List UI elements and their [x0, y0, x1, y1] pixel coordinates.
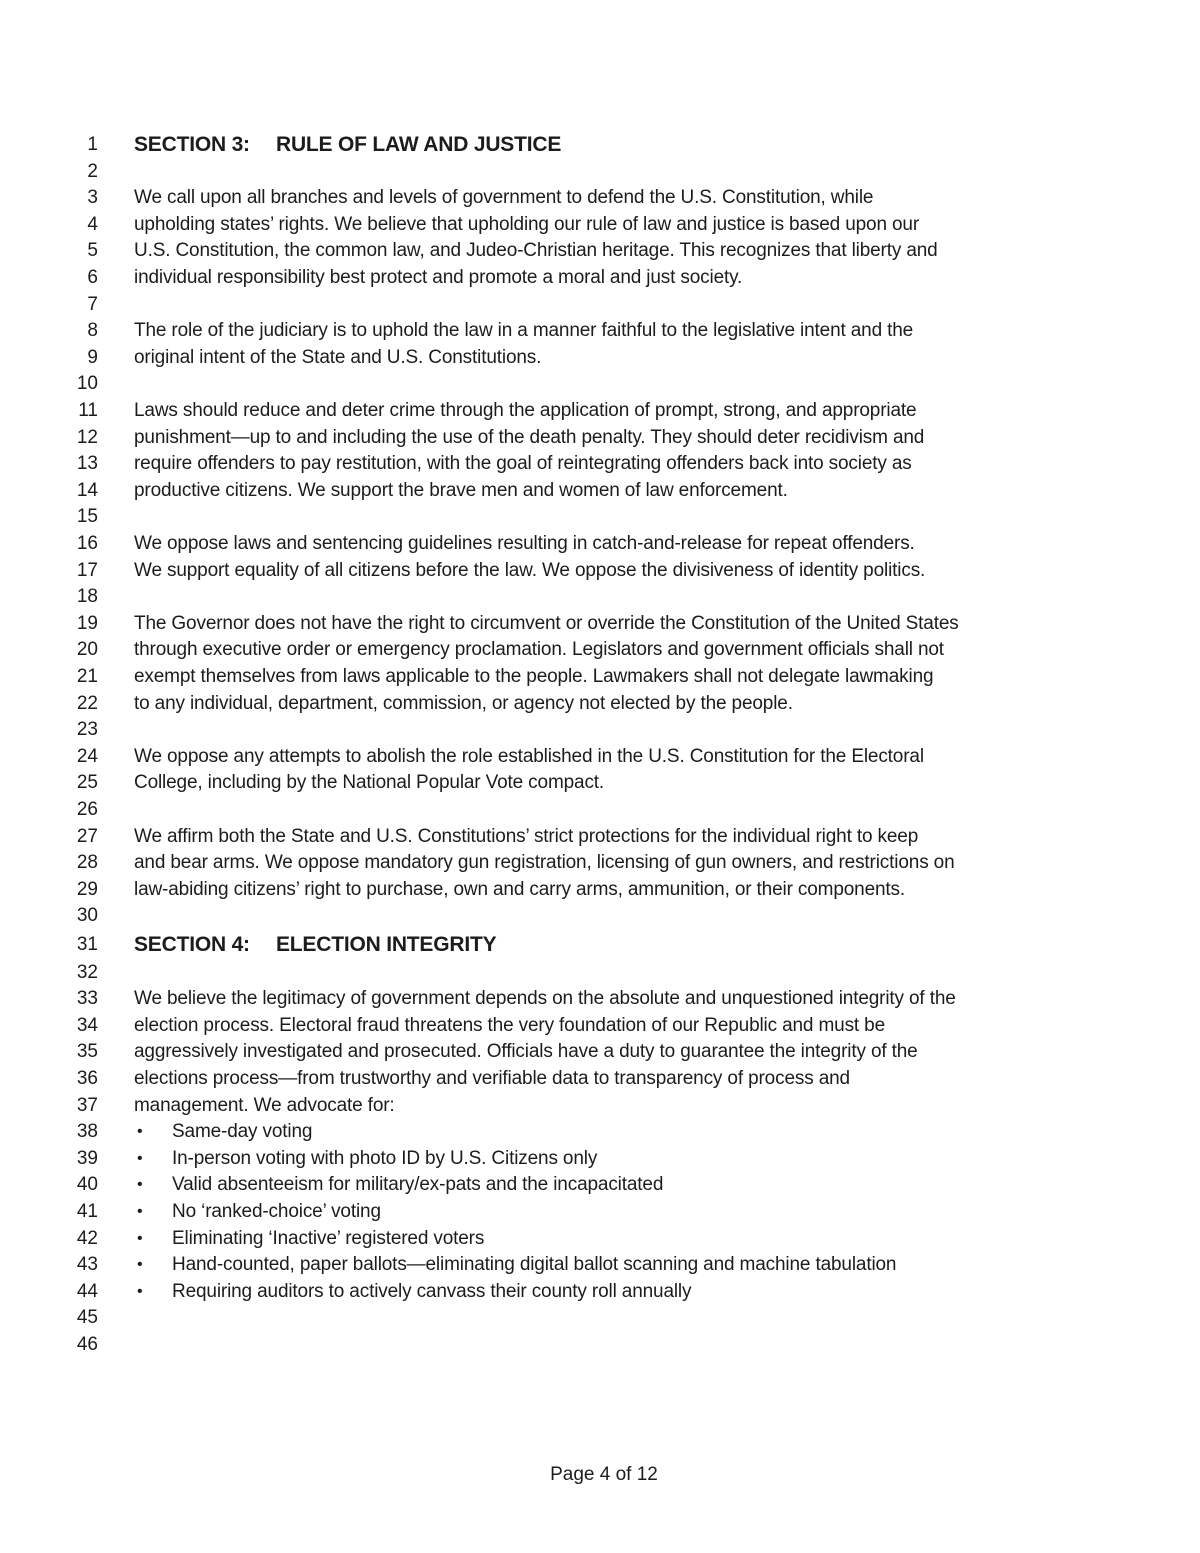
section-title: ELECTION INTEGRITY [276, 932, 497, 956]
line-number: 31 [76, 933, 98, 955]
line-number: 15 [76, 506, 98, 528]
document-line [0, 398, 1200, 425]
line-text: punishment—up to and including the use of the death penalty. They should deter recidivism and [134, 426, 925, 448]
document-line [0, 1119, 1200, 1146]
line-text: individual responsibility best protect and promote a moral and just society. [134, 267, 743, 288]
line-text: through executive order or emergency proclamation. Legislators and government officials shall not [134, 639, 944, 661]
line-number: 12 [76, 426, 98, 448]
line-number: 27 [76, 825, 98, 847]
bullet-icon: • [137, 1282, 143, 1300]
line-text: to any individual, department, commission, or agency not elected by the people. [134, 692, 793, 714]
line-number: 20 [76, 639, 98, 661]
line-text: aggressively investigated and prosecuted. Officials have a duty to guarantee the integrity of the [134, 1041, 918, 1063]
document-line [0, 292, 1200, 319]
line-number: 4 [87, 213, 98, 235]
document-line [0, 558, 1200, 585]
line-number: 24 [76, 745, 98, 767]
line-text: We affirm both the State and U.S. Constitutions’ strict protections for the individual right to keep [134, 825, 919, 847]
document-line [0, 1305, 1200, 1332]
line-number: 22 [76, 692, 98, 714]
bullet-icon: • [137, 1149, 143, 1167]
document-line [0, 664, 1200, 691]
document-line [0, 824, 1200, 851]
document-line [0, 770, 1200, 797]
document-line [0, 132, 1200, 159]
document-line [0, 212, 1200, 239]
document-line [0, 903, 1200, 930]
line-text: We support equality of all citizens before the law. We oppose the divisiveness of identity politics. [134, 559, 926, 581]
line-text: productive citizens. We support the brave men and women of law enforcement. [134, 479, 788, 501]
line-number: 14 [76, 479, 98, 501]
line-number: 18 [76, 586, 98, 608]
document-line [0, 611, 1200, 638]
document-line [0, 691, 1200, 718]
document-line [0, 1172, 1200, 1199]
document-line [0, 717, 1200, 744]
document-line [0, 345, 1200, 372]
line-text: elections process—from trustworthy and verifiable data to transparency of process and [134, 1068, 850, 1089]
list-item: Hand-counted, paper ballots—eliminating digital ballot scanning and machine tabulation [172, 1254, 897, 1276]
line-number: 28 [76, 852, 98, 874]
document-line [0, 850, 1200, 877]
line-text: upholding states’ rights. We believe that upholding our rule of law and justice is based upon our [134, 213, 920, 235]
line-number: 40 [76, 1174, 98, 1196]
line-number: 26 [76, 799, 98, 820]
line-number: 13 [76, 453, 98, 475]
line-number: 6 [87, 267, 98, 288]
line-number: 45 [76, 1307, 98, 1329]
line-number: 37 [76, 1094, 98, 1116]
line-number: 17 [76, 559, 98, 581]
line-number: 8 [87, 320, 98, 342]
line-text: exempt themselves from laws applicable to the people. Lawmakers shall not delegate lawmaking [134, 666, 934, 687]
line-text: We oppose any attempts to abolish the role established in the U.S. Constitution for the Electoral [134, 745, 924, 767]
line-number: 39 [76, 1147, 98, 1169]
document-line [0, 1093, 1200, 1120]
line-number: 21 [76, 666, 98, 687]
document-line [0, 1279, 1200, 1306]
list-item: Requiring auditors to actively canvass their county roll annually [172, 1280, 692, 1302]
document-line [0, 877, 1200, 904]
bullet-icon: • [137, 1176, 143, 1194]
line-number: 7 [87, 293, 98, 315]
line-number: 9 [87, 346, 98, 368]
document-line [0, 584, 1200, 611]
document-line [0, 451, 1200, 478]
line-number: 2 [87, 160, 98, 182]
line-text: law-abiding citizens’ right to purchase, own and carry arms, ammunition, or their components. [134, 878, 906, 900]
section-number: SECTION 4: [134, 932, 250, 956]
document-line [0, 504, 1200, 531]
document-line [0, 371, 1200, 398]
document-line [0, 797, 1200, 824]
line-text: The Governor does not have the right to circumvent or override the Constitution of the United States [134, 612, 959, 634]
line-number: 32 [76, 961, 98, 983]
document-line [0, 986, 1200, 1013]
line-number: 41 [76, 1201, 98, 1222]
line-number: 36 [76, 1068, 98, 1089]
document-line [0, 744, 1200, 771]
document-line [0, 1252, 1200, 1279]
line-number: 35 [76, 1041, 98, 1063]
document-line [0, 1146, 1200, 1173]
line-text: original intent of the State and U.S. Constitutions. [134, 346, 542, 368]
document-line [0, 1199, 1200, 1226]
line-text: We oppose laws and sentencing guidelines resulting in catch-and-release for repeat offenders. [134, 533, 915, 554]
bullet-icon: • [137, 1229, 143, 1247]
line-number: 25 [76, 772, 98, 794]
document-line [0, 932, 1200, 959]
document-line [0, 960, 1200, 987]
line-number: 44 [76, 1280, 98, 1302]
bullet-icon: • [137, 1256, 143, 1274]
section-title: RULE OF LAW AND JUSTICE [276, 133, 562, 156]
section-heading [134, 132, 561, 159]
document-line [0, 265, 1200, 292]
line-number: 38 [76, 1121, 98, 1143]
list-item: Valid absenteeism for military/ex-pats and the incapacitated [172, 1174, 664, 1196]
document-line [0, 318, 1200, 345]
line-number: 42 [76, 1227, 98, 1249]
list-item: No ‘ranked-choice’ voting [172, 1201, 381, 1222]
line-text: We believe the legitimacy of government depends on the absolute and unquestioned integrity of the [134, 988, 956, 1010]
list-item: Same-day voting [172, 1121, 313, 1143]
line-text: The role of the judiciary is to uphold the law in a manner faithful to the legislative intent and the [134, 320, 914, 342]
line-text: require offenders to pay restitution, with the goal of reintegrating offenders back into society as [134, 453, 912, 475]
line-number: 16 [76, 533, 98, 554]
document-line [0, 238, 1200, 265]
line-number: 23 [76, 719, 98, 741]
line-number: 29 [76, 878, 98, 900]
line-text: election process. Electoral fraud threatens the very foundation of our Republic and must be [134, 1014, 886, 1036]
document-line [0, 1039, 1200, 1066]
line-number: 1 [87, 134, 98, 155]
line-number: 33 [76, 988, 98, 1010]
section-heading [134, 932, 496, 959]
document-line [0, 478, 1200, 505]
document-line [0, 1332, 1200, 1359]
page-footer: Page 4 of 12 [550, 1464, 658, 1485]
line-number: 5 [87, 240, 98, 262]
document-line [0, 531, 1200, 558]
line-text: U.S. Constitution, the common law, and Judeo-Christian heritage. This recognizes that liberty and [134, 240, 938, 262]
line-number: 43 [76, 1254, 98, 1276]
line-number: 3 [87, 187, 98, 209]
document-line [0, 637, 1200, 664]
line-text: management. We advocate for: [134, 1094, 395, 1116]
line-text: We call upon all branches and levels of government to defend the U.S. Constitution, while [134, 187, 874, 209]
line-number: 11 [78, 400, 98, 421]
line-text: Laws should reduce and deter crime through the application of prompt, strong, and appropriate [134, 400, 917, 421]
document-line [0, 185, 1200, 212]
document-line [0, 425, 1200, 452]
line-number: 34 [76, 1014, 98, 1036]
document-line [0, 1066, 1200, 1093]
list-item: Eliminating ‘Inactive’ registered voters [172, 1227, 485, 1249]
line-text: College, including by the National Popular Vote compact. [134, 772, 605, 794]
bullet-icon: • [137, 1203, 143, 1220]
document-line [0, 1013, 1200, 1040]
line-number: 10 [76, 373, 98, 395]
bullet-icon: • [137, 1123, 143, 1141]
section-number: SECTION 3: [134, 133, 250, 156]
line-number: 46 [76, 1334, 98, 1355]
line-number: 19 [76, 612, 98, 634]
line-number: 30 [76, 905, 98, 927]
document-line [0, 159, 1200, 186]
line-text: and bear arms. We oppose mandatory gun registration, licensing of gun owners, and restrictions on [134, 852, 955, 874]
list-item: In-person voting with photo ID by U.S. Citizens only [172, 1147, 598, 1169]
document-line [0, 1226, 1200, 1253]
